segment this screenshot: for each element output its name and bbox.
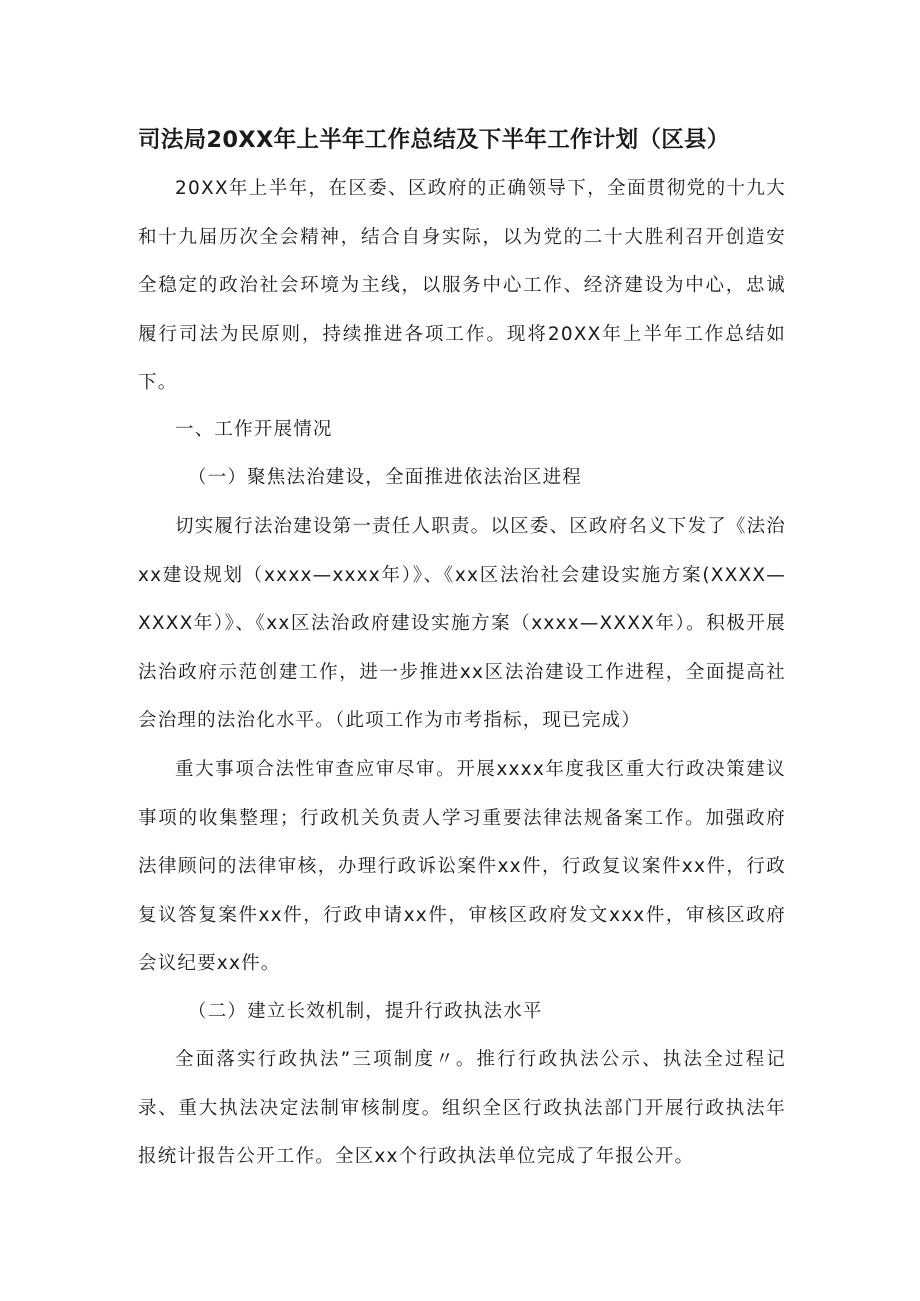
paragraph-three-systems: 全面落实行政执法”三项制度〃。推行行政执法公示、执法全过程记录、重大执法决定法制审核制度。组织全区行政执法部门开展行政执法年报统计报告公开工作。全区xx个行政执法单位完成了年报公开。 (138, 1049, 786, 1168)
paragraph-rule-of-law-construction: 切实履行法治建设第一责任人职责。以区委、区政府名义下发了《法治xx建设规划（xxxx—xxxx年）》、《xx区法治社会建设实施方案(XXXX—XXXX年）》、《xx区法治政府建设实施方案（xxxx—XXXX年）。积极开展法治政府示范创建工作，进一步推进xx区法治建设工作进程，全面提高社会治理的法治化水平。（此项工作为市考指标，现已完成） (138, 516, 786, 732)
intro-paragraph: 20XX年上半年，在区委、区政府的正确领导下，全面贯彻党的十九大和十九届历次全会精神，结合自身实际，以为党的二十大胜利召开创造安全稳定的政治社会环境为主线，以服务中心工作、经济建设为中心，忠诚履行司法为民原则，持续推进各项工作。现将20XX年上半年工作总结如下。 (138, 178, 786, 394)
subsection-heading-rule-of-law: （一）聚焦法治建设，全面推进依法治区进程 (188, 467, 583, 488)
subsection-heading-law-enforcement: （二）建立长效机制，提升行政执法水平 (188, 1001, 543, 1022)
section-heading-work-status: 一、工作开展情况 (175, 419, 333, 440)
document-title: 司法局20XX年上半年工作总结及下半年工作计划（区县） (138, 127, 730, 153)
paragraph-legality-review: 重大事项合法性审查应审尽审。开展xxxx年度我区重大行政决策建议事项的收集整理；行政机关负责人学习重要法律法规备案工作。加强政府法律顾问的法律审核，办理行政诉讼案件xx件，行政复议案件xx件，行政复议答复案件xx件，行政申请xx件，审核区政府发文xxx件，审核区政府会议纪要xx件。 (138, 759, 786, 975)
